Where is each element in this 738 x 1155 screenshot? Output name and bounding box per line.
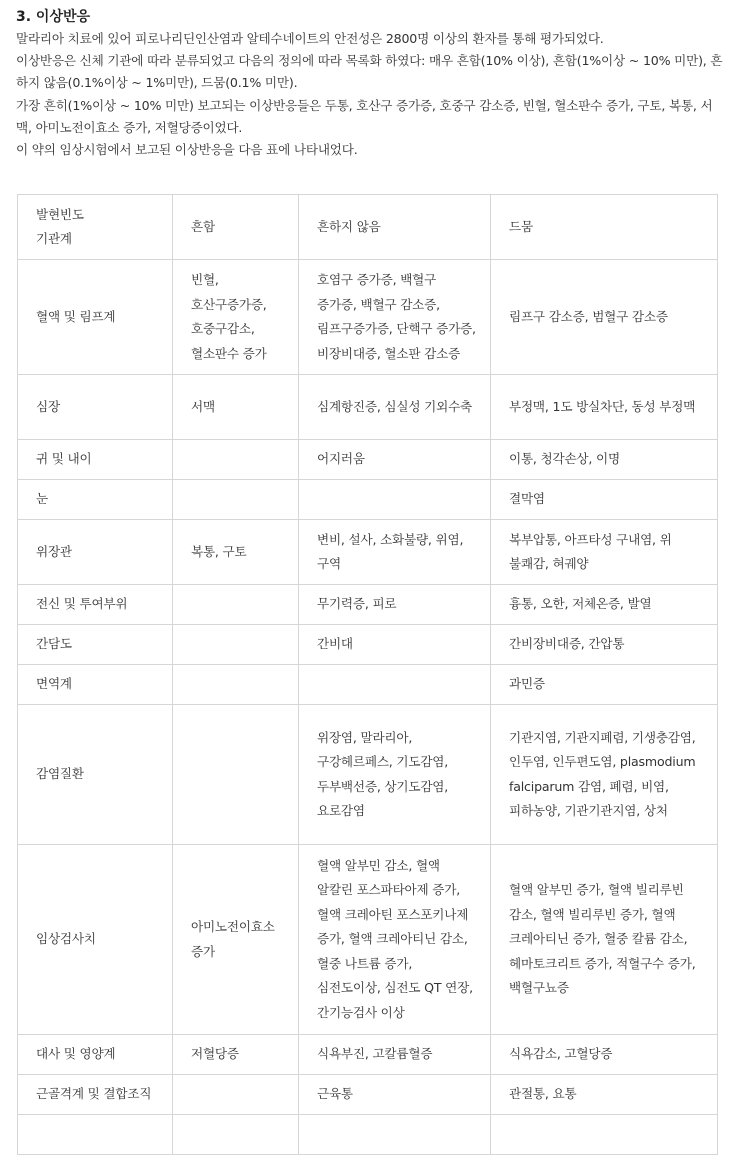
rare-cell: 결막염 bbox=[491, 480, 718, 520]
organ-cell: 대사 및 영양계 bbox=[18, 1035, 173, 1075]
common-cell: 서맥 bbox=[173, 375, 299, 440]
common-cell bbox=[173, 665, 299, 705]
common-cell: 복통, 구토 bbox=[173, 520, 299, 585]
uncommon-cell: 변비, 설사, 소화불량, 위염, 구역 bbox=[299, 520, 491, 585]
organ-cell: 심장 bbox=[18, 375, 173, 440]
organ-cell: 위장관 bbox=[18, 520, 173, 585]
organ-cell: 면역계 bbox=[18, 665, 173, 705]
rare-cell: 과민증 bbox=[491, 665, 718, 705]
common-cell bbox=[173, 1075, 299, 1115]
rare-cell: 기관지염, 기관지폐렴, 기생충감염, 인두염, 인두편도염, plasmodium falciparum 감염, 폐렴, 비염, 피하농양, 기관기관지염, 상처 bbox=[491, 705, 718, 845]
uncommon-cell: 간비대 bbox=[299, 625, 491, 665]
adverse-reaction-table bbox=[17, 194, 718, 1155]
uncommon-cell: 호염구 증가증, 백혈구 증가증, 백혈구 감소증, 림프구증가증, 단핵구 증가증, 비장비대증, 혈소판 감소증 bbox=[299, 260, 491, 375]
rare-cell: 흉통, 오한, 저체온증, 발열 bbox=[491, 585, 718, 625]
table-row bbox=[18, 665, 718, 705]
table-header-row bbox=[18, 195, 718, 260]
common-cell bbox=[173, 480, 299, 520]
table-row bbox=[18, 520, 718, 585]
table-row bbox=[18, 440, 718, 480]
header-frequency-label: 발현빈도 bbox=[36, 206, 84, 222]
table-row bbox=[18, 480, 718, 520]
common-cell: 아미노전이효소 증가 bbox=[173, 845, 299, 1035]
rare-cell: 복부압통, 아프타성 구내염, 위 불쾌감, 혀궤양 bbox=[491, 520, 718, 585]
rare-cell: 이통, 청각손상, 이명 bbox=[491, 440, 718, 480]
organ-cell: 근골격계 및 결합조직 bbox=[18, 1075, 173, 1115]
table-row bbox=[18, 375, 718, 440]
uncommon-cell: 식욕부진, 고칼륨혈증 bbox=[299, 1035, 491, 1075]
uncommon-cell: 위장염, 말라리아, 구강헤르페스, 기도감염, 두부백선증, 상기도감염, 요로감염 bbox=[299, 705, 491, 845]
common-cell bbox=[173, 705, 299, 845]
rare-cell: 간비장비대증, 간압통 bbox=[491, 625, 718, 665]
adverse-reactions-section bbox=[16, 6, 728, 161]
common-cell bbox=[173, 625, 299, 665]
rare-cell: 혈액 알부민 증가, 혈액 빌리루빈 감소, 혈액 빌리루빈 증가, 혈액 크레아티닌 증가, 혈중 칼륨 감소, 헤마토크리트 증가, 적혈구수 증가, 백혈구뇨증 bbox=[491, 845, 718, 1035]
organ-cell: 귀 및 내이 bbox=[18, 440, 173, 480]
organ-cell: 감염질환 bbox=[18, 705, 173, 845]
common-reactions-paragraph: 가장 흔히(1%이상 ~ 10% 미만) 보고되는 이상반응들은 두통, 호산구 증가증, 호중구 감소증, 빈혈, 혈소판수 증가, 구토, 복통, 서맥, 아미노전이효소 증가, 저혈당증이었다. bbox=[16, 97, 713, 135]
table-row bbox=[18, 625, 718, 665]
table-intro-paragraph: 이 약의 임상시험에서 보고된 이상반응을 다음 표에 나타내었다. bbox=[16, 142, 358, 158]
uncommon-cell: 무기력증, 피로 bbox=[299, 585, 491, 625]
table-row-partial bbox=[18, 1115, 718, 1155]
uncommon-cell: 혈액 알부민 감소, 혈액 알칼린 포스파타아제 증가, 혈액 크레아틴 포스포키나제 증가, 혈액 크레아티닌 감소, 혈중 나트륨 증가, 심전도이상, 심전도 QT 연장, 간기능검사 이상 bbox=[299, 845, 491, 1035]
uncommon-cell bbox=[299, 480, 491, 520]
section-heading: 3. 이상반응 bbox=[16, 9, 91, 25]
common-cell bbox=[173, 440, 299, 480]
organ-cell: 간담도 bbox=[18, 625, 173, 665]
header-uncommon: 흔하지 않음 bbox=[299, 195, 491, 260]
table-row bbox=[18, 585, 718, 625]
uncommon-cell: 근육통 bbox=[299, 1075, 491, 1115]
header-common: 흔함 bbox=[173, 195, 299, 260]
intro-paragraph: 말라리아 치료에 있어 피로나리딘인산염과 알테수네이트의 안전성은 2800명 이상의 환자를 통해 평가되었다. bbox=[16, 31, 604, 46]
common-cell: 저혈당증 bbox=[173, 1035, 299, 1075]
header-corner-cell bbox=[18, 195, 173, 260]
header-organ-label: 기관계 bbox=[36, 231, 72, 246]
rare-cell: 식욕감소, 고혈당증 bbox=[491, 1035, 718, 1075]
uncommon-cell: 어지러움 bbox=[299, 440, 491, 480]
classification-paragraph: 이상반응은 신체 기관에 따라 분류되었고 다음의 정의에 따라 목록화 하였다: 매우 흔함(10% 이상), 흔함(1%이상 ~ 10% 미만), 흔하지 않음(0.1%이상 ~ 1%미만), 드뭄(0.1% 미만). bbox=[16, 53, 723, 91]
table-row bbox=[18, 845, 718, 1035]
organ-cell: 임상검사치 bbox=[18, 845, 173, 1035]
organ-cell: 눈 bbox=[18, 480, 173, 520]
table-row bbox=[18, 1035, 718, 1075]
table-row bbox=[18, 1075, 718, 1115]
header-rare: 드뭄 bbox=[491, 195, 718, 260]
uncommon-cell bbox=[299, 665, 491, 705]
rare-cell: 림프구 감소증, 범혈구 감소증 bbox=[491, 260, 718, 375]
rare-cell: 부정맥, 1도 방실차단, 동성 부정맥 bbox=[491, 375, 718, 440]
rare-cell: 관절통, 요통 bbox=[491, 1075, 718, 1115]
organ-cell: 혈액 및 림프계 bbox=[18, 260, 173, 375]
common-cell: 빈혈, 호산구증가증, 호중구감소, 혈소판수 증가 bbox=[173, 260, 299, 375]
table-row bbox=[18, 260, 718, 375]
table-row bbox=[18, 705, 718, 845]
organ-cell: 전신 및 투여부위 bbox=[18, 585, 173, 625]
common-cell bbox=[173, 585, 299, 625]
uncommon-cell: 심계항진증, 심실성 기외수축 bbox=[299, 375, 491, 440]
